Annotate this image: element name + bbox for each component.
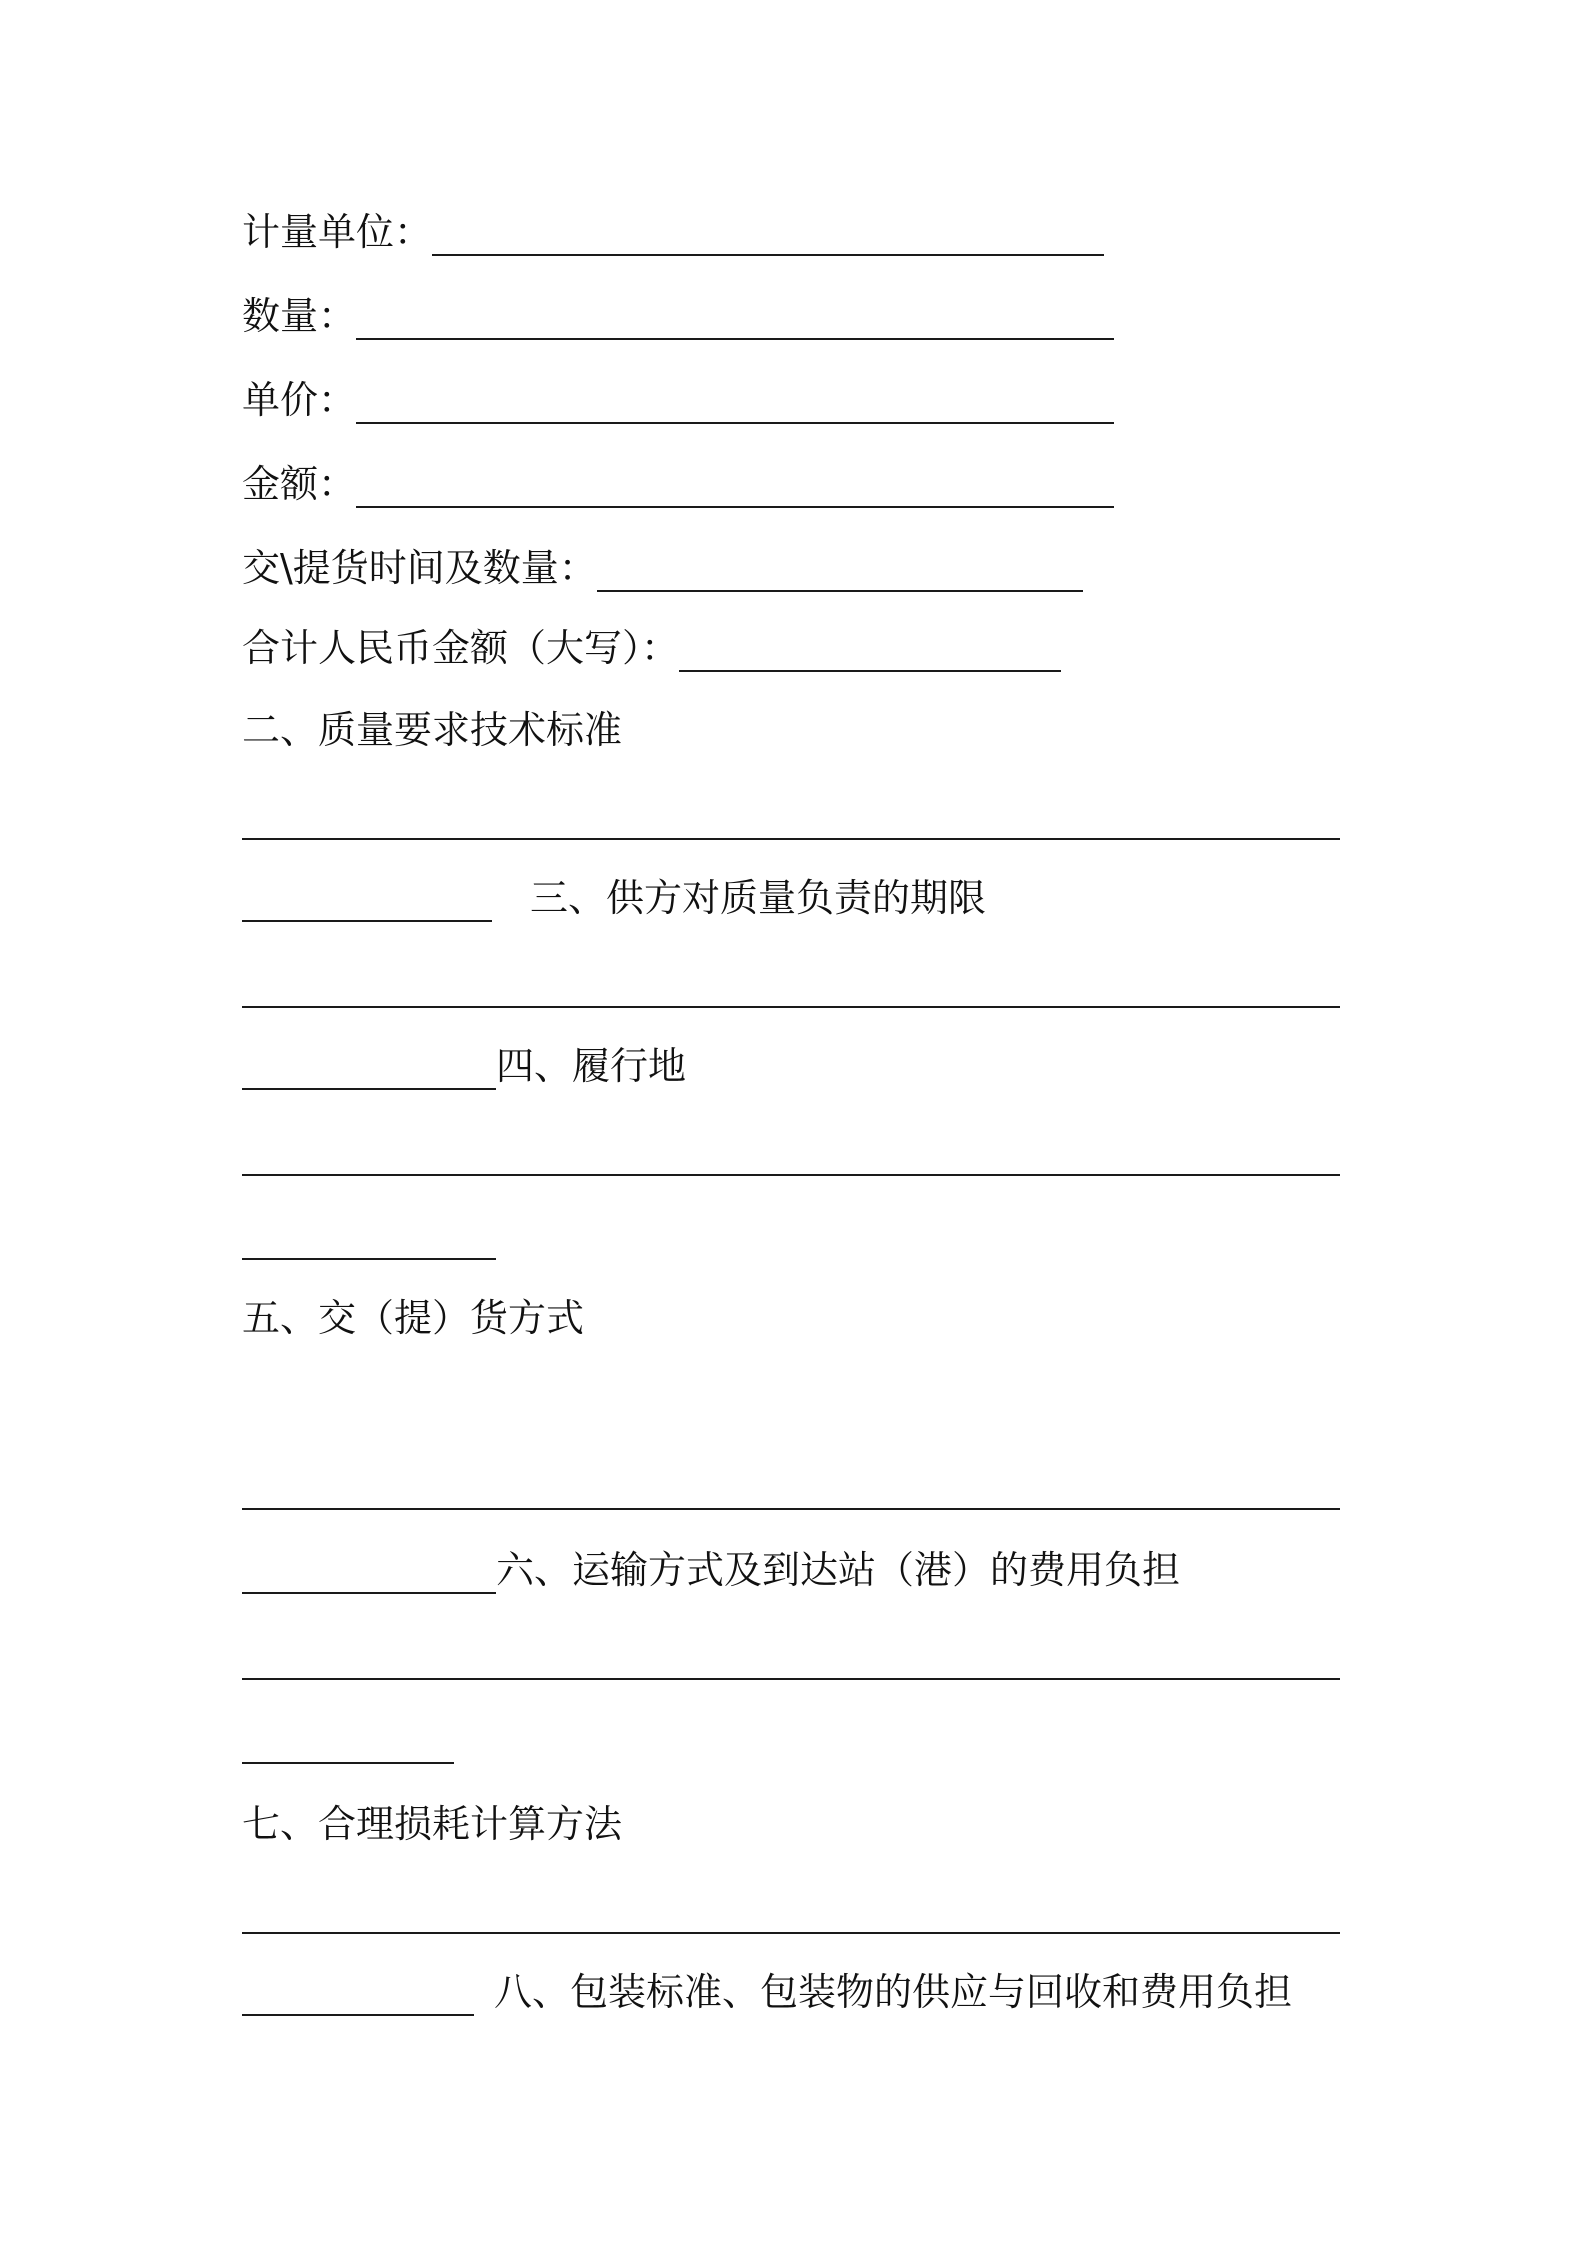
section-4-blank-line[interactable] bbox=[242, 1172, 1340, 1176]
section-7-blank-line[interactable] bbox=[242, 1930, 1340, 1934]
section-3-blank-line[interactable] bbox=[242, 1004, 1340, 1008]
section-5-blank-tail[interactable] bbox=[242, 1552, 496, 1594]
field-delivery-time-label: 交\提货时间及数量： bbox=[242, 546, 597, 590]
section-2-blank-tail[interactable] bbox=[242, 880, 492, 922]
section-3-heading bbox=[242, 874, 986, 922]
section-2-title: 二、质量要求技术标准 bbox=[242, 708, 623, 752]
field-quantity-blank[interactable] bbox=[356, 298, 1114, 340]
section-7-heading bbox=[242, 1800, 622, 1848]
section-6-blank-line[interactable] bbox=[242, 1676, 1340, 1680]
section-7-title: 七、合理损耗计算方法 bbox=[242, 1802, 623, 1846]
field-unit-blank[interactable] bbox=[432, 214, 1104, 256]
section-5-heading bbox=[242, 1294, 584, 1342]
field-amount-blank[interactable] bbox=[356, 466, 1114, 508]
section-3-title: 三、供方对质量负责的期限 bbox=[530, 876, 987, 920]
section-8-title: 八、包装标准、包装物的供应与回收和费用负担 bbox=[494, 1970, 1293, 2014]
section-2-heading bbox=[242, 706, 622, 754]
section-8-heading bbox=[242, 1968, 1292, 2016]
section-6-blank-tail[interactable] bbox=[242, 1760, 454, 1764]
section-2-blank-line[interactable] bbox=[242, 836, 1340, 840]
field-delivery-time-blank[interactable] bbox=[597, 550, 1083, 592]
section-4-blank-tail[interactable] bbox=[242, 1256, 496, 1260]
section-4-title: 四、履行地 bbox=[496, 1044, 687, 1088]
field-total-rmb-label: 合计人民币金额（大写）： bbox=[242, 626, 680, 670]
field-unit-price bbox=[242, 376, 1114, 424]
section-5-blank-line[interactable] bbox=[242, 1506, 1340, 1510]
field-total-rmb bbox=[242, 624, 1061, 672]
field-unit-label: 计量单位： bbox=[242, 210, 433, 254]
field-unit-price-label: 单价： bbox=[242, 378, 357, 422]
field-unit bbox=[242, 208, 1104, 256]
section-3-blank-tail[interactable] bbox=[242, 1048, 496, 1090]
field-total-rmb-blank[interactable] bbox=[679, 630, 1061, 672]
section-4-heading bbox=[242, 1042, 686, 1090]
field-delivery-time bbox=[242, 544, 1083, 592]
section-6-heading bbox=[242, 1546, 1180, 1594]
field-unit-price-blank[interactable] bbox=[356, 382, 1114, 424]
field-quantity-label: 数量： bbox=[242, 294, 357, 338]
field-amount bbox=[242, 460, 1114, 508]
section-6-title: 六、运输方式及到达站（港）的费用负担 bbox=[496, 1548, 1181, 1592]
field-amount-label: 金额： bbox=[242, 462, 357, 506]
section-7-blank-tail[interactable] bbox=[242, 1974, 474, 2016]
section-5-title: 五、交（提）货方式 bbox=[242, 1296, 585, 1340]
field-quantity bbox=[242, 292, 1114, 340]
